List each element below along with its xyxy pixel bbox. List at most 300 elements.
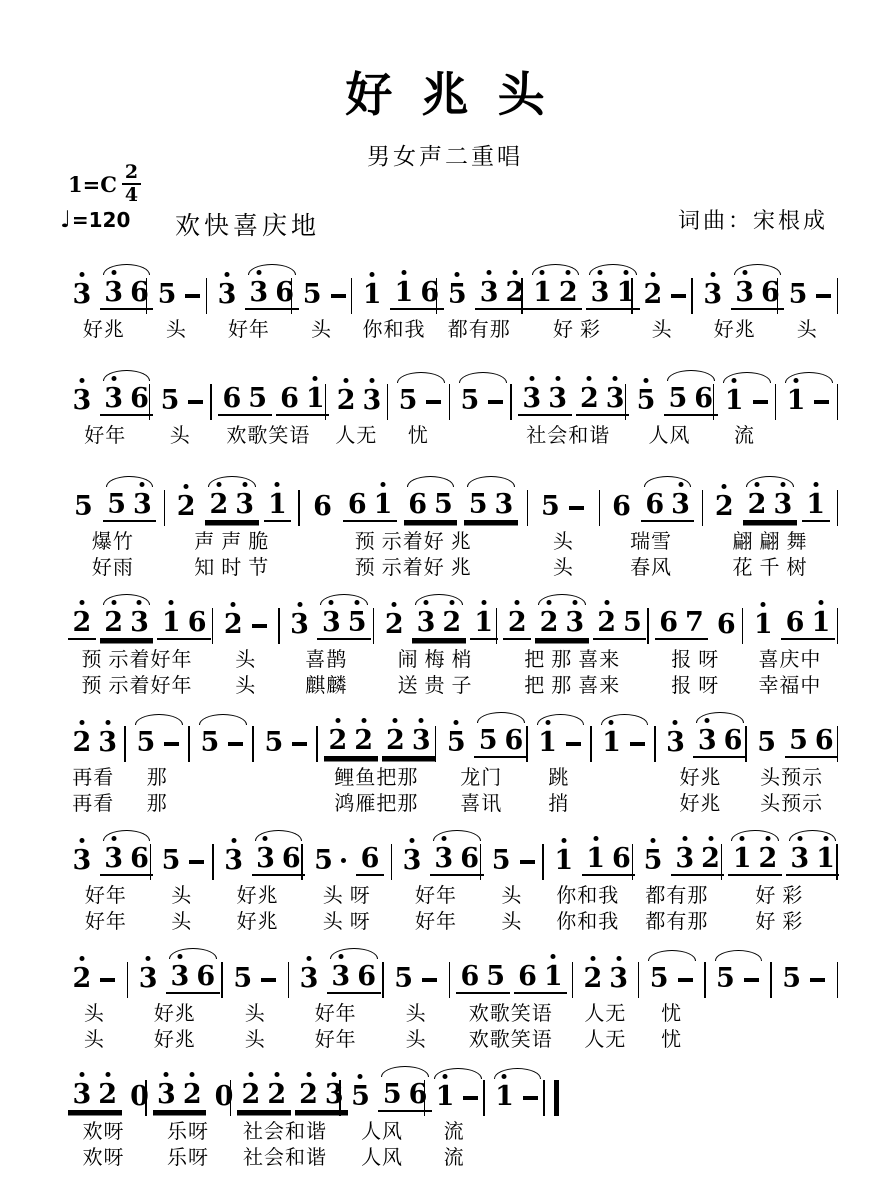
note bbox=[720, 727, 746, 754]
octave-dot-icon bbox=[590, 956, 595, 961]
note bbox=[666, 294, 692, 309]
note bbox=[325, 294, 351, 309]
octave-dot-icon bbox=[566, 270, 571, 275]
octave-dot-icon bbox=[755, 482, 760, 487]
note bbox=[444, 281, 470, 308]
octave-dot-icon bbox=[79, 1072, 84, 1077]
slur-group bbox=[100, 279, 154, 310]
note-digit: 2 bbox=[747, 489, 767, 520]
measure bbox=[62, 706, 124, 816]
note bbox=[754, 729, 780, 756]
octave-dot-icon bbox=[529, 376, 534, 381]
lyric-verse-1: 龙门 bbox=[460, 767, 503, 789]
note-digit: 5 bbox=[264, 727, 284, 758]
measure bbox=[743, 588, 836, 698]
beam-group bbox=[470, 609, 498, 640]
note bbox=[609, 845, 635, 872]
slur-group bbox=[404, 491, 458, 522]
note-group bbox=[390, 279, 444, 310]
slur-group bbox=[317, 609, 371, 640]
octave-dot-icon bbox=[742, 270, 747, 275]
measure bbox=[544, 824, 632, 934]
octave-dot-icon bbox=[79, 378, 84, 383]
note-group bbox=[593, 609, 647, 640]
measure-notes bbox=[258, 706, 312, 758]
octave-dot-icon bbox=[146, 956, 151, 961]
measure-notes bbox=[227, 942, 284, 994]
measure bbox=[62, 1060, 149, 1170]
note bbox=[640, 847, 666, 874]
duration-dash bbox=[753, 400, 768, 405]
note-group bbox=[398, 847, 426, 876]
measure-notes bbox=[637, 258, 687, 310]
note-group bbox=[310, 847, 352, 876]
note-group bbox=[172, 493, 200, 522]
octave-dot-icon bbox=[512, 270, 517, 275]
note-digit: 5 bbox=[161, 845, 181, 876]
lyric-verse-2: 捎 bbox=[548, 793, 570, 815]
plain-group bbox=[784, 281, 838, 310]
measure bbox=[352, 258, 440, 342]
octave-dot-icon bbox=[419, 718, 424, 723]
lyric-verse-1: 翩 翩 舞 bbox=[732, 531, 808, 553]
note bbox=[609, 493, 635, 520]
note-digit: 2 bbox=[104, 607, 124, 638]
measure-notes bbox=[66, 942, 123, 994]
note-digit: 1 bbox=[616, 277, 636, 308]
measure-notes bbox=[66, 1060, 149, 1112]
lyric-verse-1: 社会和谐 bbox=[526, 425, 611, 447]
time-signature bbox=[122, 163, 141, 205]
music-line bbox=[62, 470, 838, 580]
note bbox=[504, 609, 530, 636]
note bbox=[333, 387, 359, 414]
plain-group bbox=[431, 1083, 485, 1112]
song-subtitle: 男女声二重唱 bbox=[367, 144, 523, 169]
plain-group bbox=[260, 729, 314, 758]
beam-group bbox=[100, 385, 154, 416]
note-group bbox=[324, 727, 378, 758]
plain-group bbox=[712, 611, 740, 640]
duration-dash bbox=[744, 978, 759, 983]
octave-dot-icon bbox=[338, 954, 343, 959]
beam-group bbox=[327, 963, 381, 994]
note bbox=[502, 279, 528, 306]
note-digit: 1 bbox=[811, 607, 831, 638]
note-digit: 3 bbox=[402, 845, 422, 876]
lyric-verse-2: 好年 bbox=[414, 911, 457, 933]
beam-group bbox=[153, 1081, 207, 1112]
note bbox=[483, 400, 509, 415]
measure bbox=[693, 258, 780, 342]
note bbox=[101, 279, 127, 306]
plain-group bbox=[782, 387, 836, 416]
measure-notes bbox=[217, 588, 274, 640]
slur-group bbox=[464, 491, 518, 522]
octave-dot-icon bbox=[710, 272, 715, 277]
note bbox=[457, 963, 483, 990]
measure bbox=[485, 1060, 543, 1170]
beam-group bbox=[245, 279, 299, 310]
note-digit: 5 bbox=[136, 727, 156, 758]
note-digit: 2 bbox=[72, 607, 92, 638]
note bbox=[417, 279, 443, 306]
note bbox=[587, 279, 613, 306]
note bbox=[457, 845, 483, 872]
duration-dash bbox=[816, 294, 831, 299]
lyric-verse-2: 送 贵 子 bbox=[397, 675, 473, 697]
octave-dot-icon bbox=[765, 836, 770, 841]
octave-dot-icon bbox=[111, 836, 116, 841]
plain-group bbox=[220, 847, 248, 876]
note-digit: 2 bbox=[182, 1079, 202, 1110]
note bbox=[232, 491, 258, 518]
note bbox=[311, 847, 337, 874]
augmentation-dot-icon bbox=[341, 858, 346, 863]
note-group bbox=[550, 847, 578, 876]
lyric-verse-1: 你和我 bbox=[556, 885, 620, 907]
note-group bbox=[382, 727, 436, 758]
note bbox=[180, 294, 206, 309]
slur-group bbox=[166, 963, 220, 994]
octave-dot-icon bbox=[545, 720, 550, 725]
note-digit: 1 bbox=[724, 385, 744, 416]
beam-group bbox=[514, 963, 568, 994]
slur-group bbox=[598, 729, 652, 758]
barline bbox=[837, 962, 839, 998]
note bbox=[223, 742, 249, 757]
note-digit: 5 bbox=[382, 1079, 402, 1110]
note-group bbox=[213, 281, 241, 310]
note-digit: 3 bbox=[697, 725, 717, 756]
note bbox=[519, 385, 545, 412]
octave-dot-icon bbox=[455, 272, 460, 277]
octave-dot-icon bbox=[79, 838, 84, 843]
measure-notes bbox=[66, 706, 120, 758]
note-group bbox=[68, 387, 96, 416]
measure-notes bbox=[660, 706, 742, 758]
measure bbox=[656, 706, 746, 816]
measure-notes bbox=[66, 824, 149, 876]
note-group bbox=[456, 963, 510, 994]
beam-group bbox=[576, 385, 630, 416]
note bbox=[95, 978, 121, 993]
note-digit: 2 bbox=[328, 725, 348, 756]
lyric-verse-2: 预 示着好 兆 bbox=[354, 557, 472, 579]
note-digit: 3 bbox=[494, 489, 514, 520]
octave-dot-icon bbox=[263, 836, 268, 841]
octave-dot-icon bbox=[609, 720, 614, 725]
note bbox=[613, 279, 639, 306]
note-digit: 6 bbox=[222, 383, 242, 414]
note-group bbox=[157, 609, 211, 640]
plain-group bbox=[157, 847, 211, 876]
note-digit: 3 bbox=[217, 279, 237, 310]
octave-dot-icon bbox=[297, 602, 302, 607]
lyric-verse-1: 头 bbox=[244, 1003, 266, 1025]
octave-dot-icon bbox=[650, 838, 655, 843]
note-digit: 3 bbox=[104, 843, 124, 874]
plain-group bbox=[153, 281, 207, 310]
note bbox=[672, 978, 698, 993]
octave-dot-icon bbox=[370, 272, 375, 277]
beam-group bbox=[728, 845, 782, 876]
note-digit: 6 bbox=[275, 277, 294, 308]
slur-group bbox=[491, 1083, 545, 1112]
measure-notes bbox=[154, 364, 206, 416]
measure bbox=[437, 258, 525, 342]
note bbox=[101, 385, 127, 412]
note bbox=[277, 385, 303, 412]
octave-dot-icon bbox=[111, 600, 116, 605]
quarter-note-icon: ♩ bbox=[60, 207, 71, 233]
octave-dot-icon bbox=[169, 600, 174, 605]
measure bbox=[374, 588, 496, 698]
note-digit: 3 bbox=[249, 277, 269, 308]
note bbox=[642, 491, 668, 518]
plain-group bbox=[778, 965, 832, 994]
plain-group bbox=[68, 387, 96, 416]
measure bbox=[207, 258, 294, 342]
lyric-verse-2: 麒麟 bbox=[305, 675, 348, 697]
octave-dot-icon bbox=[242, 482, 247, 487]
measure bbox=[384, 942, 449, 1052]
octave-dot-icon bbox=[515, 600, 520, 605]
octave-dot-icon bbox=[177, 954, 182, 959]
song-title: 好兆头 bbox=[345, 70, 574, 122]
note bbox=[694, 727, 720, 754]
note-digit: 2 bbox=[241, 1079, 261, 1110]
note bbox=[336, 858, 350, 874]
slur-group bbox=[394, 387, 448, 416]
measure-notes bbox=[66, 588, 208, 640]
note bbox=[127, 1083, 153, 1110]
note bbox=[69, 965, 95, 992]
note bbox=[154, 281, 180, 308]
lyric-verse-1: 头 bbox=[405, 1003, 427, 1025]
note-digit: 1 bbox=[732, 843, 752, 874]
note-group bbox=[710, 493, 738, 522]
measure-notes bbox=[697, 258, 780, 310]
note-digit: 5 bbox=[478, 725, 498, 756]
note bbox=[256, 978, 282, 993]
octave-dot-icon bbox=[818, 600, 823, 605]
note-digit: 5 bbox=[160, 385, 180, 416]
note bbox=[135, 965, 161, 992]
note bbox=[711, 493, 737, 520]
octave-dot-icon bbox=[410, 838, 415, 843]
lyric-verse-1: 社会和谐 bbox=[243, 1121, 328, 1143]
note-digit: 3 bbox=[609, 963, 629, 994]
note bbox=[803, 491, 829, 518]
slur-group bbox=[693, 727, 747, 758]
note-digit: 1 bbox=[373, 489, 393, 520]
slur-group bbox=[327, 963, 381, 994]
measure bbox=[223, 942, 288, 1052]
duration-dash bbox=[292, 742, 307, 747]
measure-notes bbox=[454, 364, 506, 416]
measure bbox=[213, 588, 278, 698]
octave-dot-icon bbox=[705, 718, 710, 723]
measure-notes bbox=[296, 258, 346, 310]
note-digit: 1 bbox=[806, 489, 825, 520]
beam-group bbox=[731, 279, 785, 310]
plain-group bbox=[534, 729, 588, 758]
music-line bbox=[62, 588, 838, 698]
lyric-verse-2: 好年 bbox=[84, 911, 127, 933]
octave-dot-icon bbox=[381, 482, 386, 487]
measure-notes bbox=[307, 824, 387, 876]
note-group bbox=[295, 1081, 349, 1112]
note bbox=[787, 845, 813, 872]
measure bbox=[776, 364, 836, 448]
note bbox=[167, 963, 193, 990]
lyric-verse-1: 好 彩 bbox=[755, 885, 804, 907]
note-group bbox=[781, 609, 835, 640]
plain-group bbox=[68, 847, 96, 876]
measure-notes bbox=[489, 1060, 539, 1112]
note bbox=[379, 1081, 405, 1108]
note-group bbox=[219, 611, 273, 640]
note-digit: 3 bbox=[411, 725, 431, 756]
note-digit: 6 bbox=[460, 961, 480, 992]
octave-dot-icon bbox=[442, 1074, 447, 1079]
octave-dot-icon bbox=[275, 482, 280, 487]
octave-dot-icon bbox=[547, 600, 552, 605]
note-digit: 3 bbox=[299, 963, 319, 994]
measure bbox=[528, 470, 599, 580]
measure bbox=[388, 364, 448, 448]
note-digit: 3 bbox=[605, 383, 625, 414]
note-digit: 2 bbox=[223, 609, 243, 640]
note-group bbox=[157, 847, 211, 876]
lyric-verse-2: 欢歌笑语 bbox=[468, 1029, 553, 1051]
duration-dash bbox=[463, 1096, 478, 1101]
plain-group bbox=[608, 493, 636, 522]
lyric-verse-2: 头 bbox=[552, 557, 574, 579]
note bbox=[551, 847, 577, 874]
lyric-verse-2: 好年 bbox=[314, 1029, 357, 1051]
lyric-verse-1: 流 bbox=[443, 1121, 465, 1143]
measure bbox=[318, 706, 435, 816]
barline bbox=[837, 608, 839, 644]
note bbox=[417, 978, 443, 993]
duration-dash bbox=[678, 978, 693, 983]
octave-dot-icon bbox=[79, 272, 84, 277]
note-digit: 1 bbox=[543, 961, 563, 992]
note-group bbox=[134, 965, 162, 994]
note-digit: 2 bbox=[597, 607, 617, 638]
note-group bbox=[785, 727, 839, 758]
note-group bbox=[68, 847, 96, 876]
octave-dot-icon bbox=[598, 270, 603, 275]
note-group bbox=[286, 611, 314, 640]
plain-group bbox=[126, 1083, 154, 1112]
note-group bbox=[356, 845, 384, 876]
note bbox=[421, 400, 447, 415]
octave-dot-icon bbox=[184, 484, 189, 489]
note-digit: 3 bbox=[104, 277, 124, 308]
measure-notes bbox=[429, 1060, 479, 1112]
note-digit: 3 bbox=[590, 277, 610, 308]
lyric-verse-1: 声 声 脆 bbox=[194, 531, 270, 553]
lyric-verse-1: 头 bbox=[235, 649, 257, 671]
note bbox=[253, 845, 279, 872]
measure-notes bbox=[440, 706, 522, 758]
measure-notes bbox=[454, 942, 568, 994]
note bbox=[69, 847, 95, 874]
slur-group bbox=[731, 279, 785, 310]
lyric-verse-2: 预 示着好年 bbox=[81, 675, 193, 697]
lyric-verse-1: 好年 bbox=[227, 319, 270, 341]
lyric-verse-1 bbox=[710, 1002, 767, 1026]
note bbox=[744, 491, 770, 518]
beam-group bbox=[781, 609, 835, 640]
note bbox=[813, 845, 839, 872]
note-group bbox=[503, 609, 531, 640]
measure bbox=[326, 364, 386, 448]
octave-dot-icon bbox=[231, 838, 236, 843]
plain-group bbox=[491, 1083, 545, 1112]
note-digit: 3 bbox=[666, 727, 685, 758]
lyric-verse-1: 都有那 bbox=[447, 319, 511, 341]
note-digit: 2 bbox=[267, 1079, 287, 1110]
measure-notes bbox=[630, 364, 714, 416]
note bbox=[296, 965, 322, 992]
lyric-verse-2: 把 那 喜来 bbox=[524, 675, 621, 697]
beam-group bbox=[474, 727, 528, 758]
measure bbox=[147, 258, 205, 342]
measure-notes bbox=[718, 364, 770, 416]
octave-dot-icon bbox=[780, 482, 785, 487]
octave-dot-icon bbox=[335, 718, 340, 723]
beam-group bbox=[100, 279, 154, 310]
note bbox=[399, 847, 425, 874]
note-digit: 6 bbox=[196, 961, 216, 992]
beam-group bbox=[582, 845, 636, 876]
lyric-verse-2: 好兆 bbox=[236, 911, 279, 933]
note-digit: 3 bbox=[324, 1079, 344, 1110]
note bbox=[359, 387, 385, 414]
lyric-verse-2: 知 时 节 bbox=[194, 557, 270, 579]
note bbox=[157, 387, 183, 414]
note bbox=[620, 609, 646, 636]
note-group bbox=[712, 611, 740, 640]
note bbox=[713, 611, 739, 638]
note bbox=[783, 387, 809, 414]
note-digit: 3 bbox=[235, 489, 255, 520]
lyric-verse-1: 好兆 bbox=[82, 319, 125, 341]
note-group bbox=[218, 385, 272, 416]
measure bbox=[703, 470, 836, 580]
slur-group bbox=[100, 385, 154, 416]
lyric-verse-1: 都有那 bbox=[645, 885, 709, 907]
lyric-verse-1: 喜鹊 bbox=[305, 649, 348, 671]
octave-dot-icon bbox=[823, 836, 828, 841]
note-digit: 1 bbox=[474, 607, 493, 638]
beam-group bbox=[68, 1081, 122, 1112]
music-line bbox=[62, 258, 838, 342]
lyric-verse-1: 人风 bbox=[648, 425, 691, 447]
note bbox=[536, 609, 562, 636]
beam-group bbox=[464, 491, 518, 522]
note bbox=[811, 727, 837, 754]
lyric-verse-1: 头 bbox=[651, 319, 673, 341]
octave-dot-icon bbox=[358, 1074, 363, 1079]
note bbox=[69, 1081, 95, 1108]
note bbox=[640, 281, 666, 308]
note-group bbox=[639, 281, 693, 310]
